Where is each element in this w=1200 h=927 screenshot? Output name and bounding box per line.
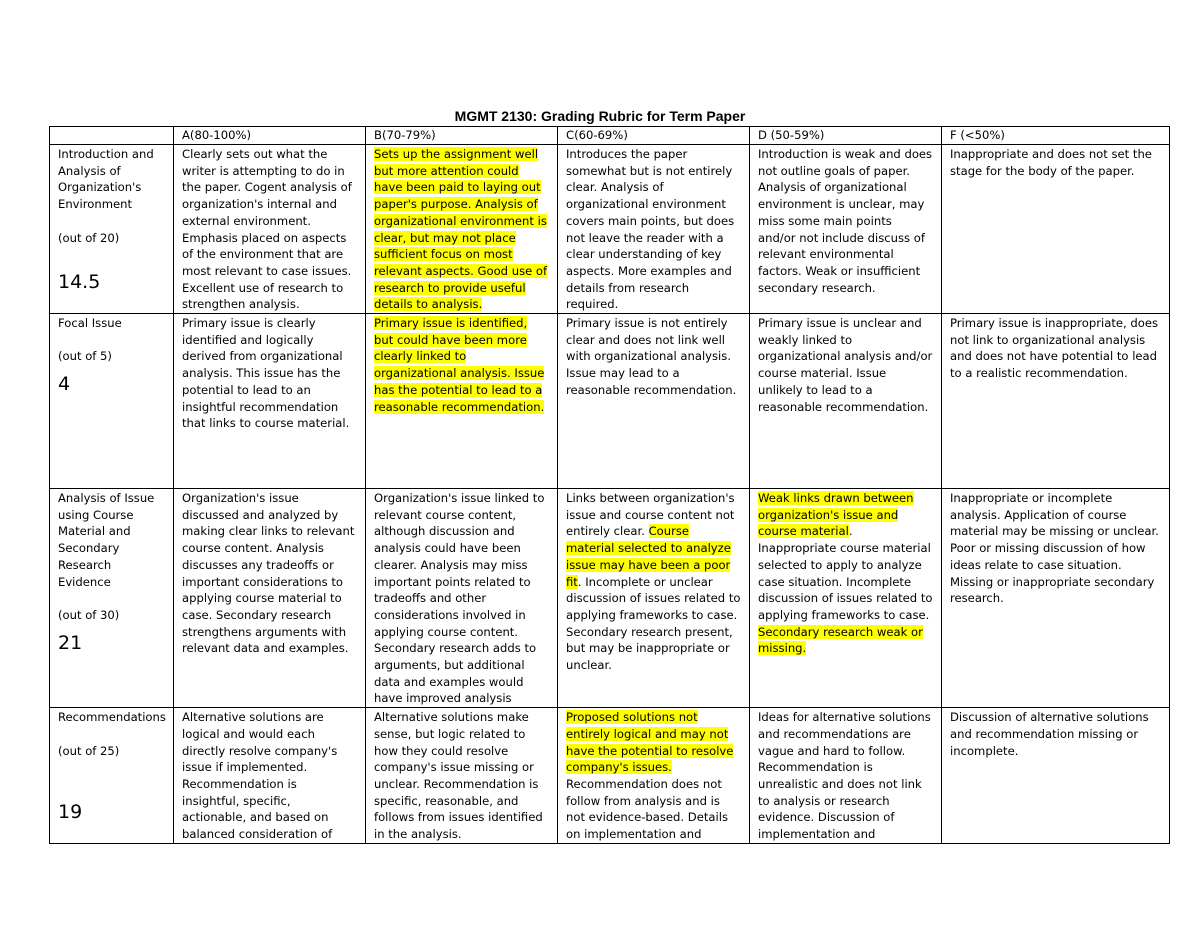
criterion-cell: [50, 489, 174, 708]
descriptor-text: Primary issue is clearly identified and logically derived from organizational analysis. This issue has the potential to lead to an insightful recommendation that links to course material.: [182, 316, 350, 431]
descriptor-text: Organization's issue discussed and analyzed by making clear links to relevant course content. Analysis discusses any tradeoffs or important considerations to applying course material to case. Secondary research strengthens arguments with relevant data and examples.: [182, 491, 355, 656]
criterion-cell: [50, 708, 174, 844]
descriptor-text: Links between organization's issue and course content not entirely clear.: [566, 491, 735, 539]
descriptor-text: Recommendation does not follow from analysis and is not evidence-based. Details on implementation and: [566, 776, 728, 842]
descriptor-cell-d: [750, 314, 942, 489]
descriptor-text: Introduction is weak and does not outline goals of paper. Analysis of organizational environment is unclear, may miss some main points and/or not include discuss of relevant environmental factors. Weak or insufficient secondary research.: [758, 147, 933, 295]
criterion-points: (out of 20): [58, 230, 120, 245]
criterion-points: (out of 25): [58, 743, 120, 758]
descriptor-cell-c: [558, 145, 750, 314]
criterion-score: 4: [58, 373, 71, 396]
header-cell-b: B(70-79%): [366, 127, 558, 145]
criterion-points: (out of 30): [58, 607, 120, 622]
descriptor-cell-f: [942, 708, 1170, 844]
descriptor-cell-c: [558, 489, 750, 708]
descriptor-text: . Incomplete or unclear discussion of issues related to applying frameworks to case. Secondary research present, but may be inappropriate or unclear.: [566, 574, 741, 673]
descriptor-cell-d: [750, 489, 942, 708]
header-cell-blank: [50, 127, 174, 145]
criterion-score: 14.5: [58, 270, 101, 293]
descriptor-text: Organization's issue linked to relevant course content, although discussion and analysis could have been clearer. Analysis may miss important points related to tradeoffs and other considerations involved in applying course content. Secondary research adds to arguments, but additional data and examples would have improved analysis: [374, 491, 545, 706]
descriptor-cell-d: [750, 145, 942, 314]
header-row: [50, 127, 1170, 145]
descriptor-cell-f: [942, 489, 1170, 708]
descriptor-cell-a: [174, 314, 366, 489]
rubric-row-focal-issue: [50, 314, 1170, 489]
descriptor-cell-a: [174, 145, 366, 314]
header-cell-f: F (<50%): [942, 127, 1170, 145]
descriptor-text: Alternative solutions are logical and would each directly resolve company's issue if implemented. Recommendation is insightful, specific, actionable, and based on balanced consideration of: [182, 710, 338, 842]
descriptor-text: Alternative solutions make sense, but logic related to how they could resolve company's issue missing or unclear. Recommendation is specific, reasonable, and follows from issues identified in the analysis.: [374, 710, 543, 842]
highlighted-text: Primary issue is identified, but could have been more clearly linked to organizational analysis. Issue has the potential to lead to a reasonable recommendation.: [374, 316, 545, 414]
descriptor-text: . Inappropriate course material selected to apply to analyze case situation. Incomplete discussion of issues related to applying frameworks to case.: [758, 524, 933, 622]
descriptor-text: Introduces the paper somewhat but is not entirely clear. Analysis of organizational environment covers main points, but does not leave the reader with a clear understanding of key aspects. More examples and details from research required.: [566, 147, 735, 312]
criterion-name: Recommendations: [58, 710, 166, 725]
rubric-table: [49, 126, 1170, 844]
criterion-score: 21: [58, 631, 83, 654]
header-cell-a: A(80-100%): [174, 127, 366, 145]
criterion-cell: [50, 145, 174, 314]
highlighted-text: Proposed solutions not entirely logical and may not have the potential to resolve company's issues.: [566, 710, 734, 775]
descriptor-cell-d: [750, 708, 942, 844]
page-title: MGMT 2130: Grading Rubric for Term Paper: [454, 108, 746, 124]
descriptor-text: Primary issue is not entirely clear and does not link well with organizational analysis. Issue may lead to a reasonable recommendation.: [566, 316, 737, 397]
descriptor-cell-b: [366, 145, 558, 314]
criterion-name: Focal Issue: [58, 316, 122, 331]
descriptor-cell-b: [366, 489, 558, 708]
descriptor-cell-b: [366, 314, 558, 489]
descriptor-cell-c: [558, 314, 750, 489]
highlighted-text: Secondary research weak or missing.: [758, 624, 923, 656]
header-cell-c: C(60-69%): [558, 127, 750, 145]
highlighted-text: Course material selected to analyze issue may have been a poor fit: [566, 524, 731, 589]
descriptor-cell-b: [366, 708, 558, 844]
header-cell-d: D (50-59%): [750, 127, 942, 145]
criterion-score: 19: [58, 800, 83, 823]
highlighted-text: Weak links drawn between organization's issue and course material: [758, 491, 914, 539]
rubric-row-analysis: [50, 489, 1170, 708]
criterion-name: Analysis of Issue using Course Material and Secondary Research Evidence: [58, 491, 155, 589]
descriptor-text: Inappropriate or incomplete analysis. Application of course material may be missing or unclear. Poor or missing discussion of how ideas relate to case situation. Missing or inappropriate secondary research.: [950, 491, 1159, 606]
criterion-cell: [50, 314, 174, 489]
descriptor-cell-c: [558, 708, 750, 844]
descriptor-cell-f: [942, 145, 1170, 314]
criterion-name: Introduction and Analysis of Organization's Environment: [58, 147, 154, 212]
descriptor-cell-f: [942, 314, 1170, 489]
descriptor-text: Ideas for alternative solutions and recommendations are vague and hard to follow. Recommendation is unrealistic and does not link to analysis or research evidence. Discussion of implementation and: [758, 710, 931, 842]
rubric-row-introduction: [50, 145, 1170, 314]
descriptor-text: Inappropriate and does not set the stage for the body of the paper.: [950, 147, 1152, 178]
descriptor-text: Discussion of alternative solutions and recommendation missing or incomplete.: [950, 710, 1149, 758]
descriptor-cell-a: [174, 489, 366, 708]
descriptor-text: Clearly sets out what the writer is attempting to do in the paper. Cogent analysis of organization's internal and external environment. Emphasis placed on aspects of the environment that are most relevant to case issues. Excellent use of research to strengthen analysis.: [182, 147, 352, 312]
descriptor-text: Primary issue is inappropriate, does not link to organizational analysis and does not have potential to lead to a realistic recommendation.: [950, 316, 1159, 381]
highlighted-text: Sets up the assignment well but more attention could have been paid to laying out paper's purpose. Analysis of organizational environment is clear, but may not place sufficient focus on most relevant aspects. Good use of research to provide useful details to analysis.: [374, 147, 548, 312]
rubric-row-recommendations: [50, 708, 1170, 844]
criterion-points: (out of 5): [58, 349, 112, 364]
descriptor-cell-a: [174, 708, 366, 844]
descriptor-text: Primary issue is unclear and weakly linked to organizational analysis and/or course material. Issue unlikely to lead to a reasonable recommendation.: [758, 316, 933, 414]
